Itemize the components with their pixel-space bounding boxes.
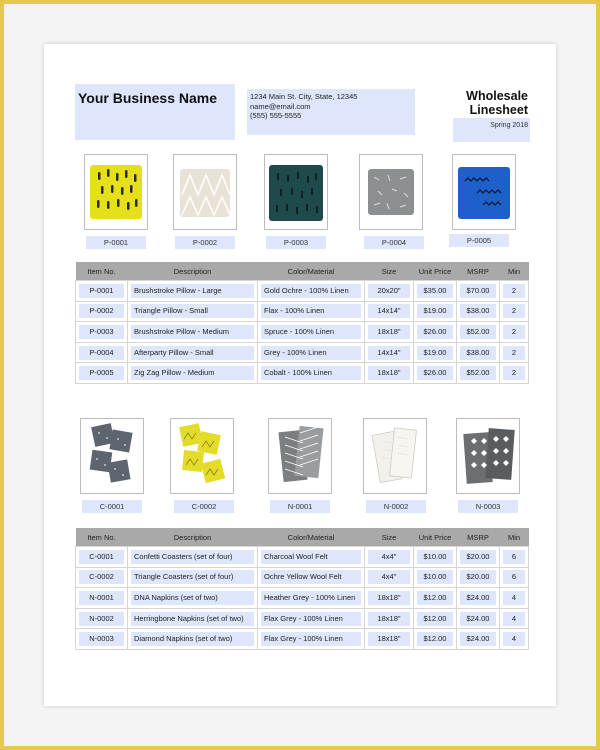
col-header-description: Description [128, 528, 258, 547]
cell-description: Herringbone Napkins (set of two) [131, 612, 254, 626]
cell-min: 6 [503, 550, 525, 564]
phone-line: (555) 555-5555 [250, 111, 302, 120]
cell-min: 4 [503, 612, 525, 626]
cell-msrp: $70.00 [460, 284, 496, 298]
product-image-p-0001 [84, 154, 148, 230]
grey-afterparty-pillow-icon [360, 155, 422, 229]
col-header-msrp: MSRP [457, 262, 500, 281]
season-label: Spring 2018 [490, 122, 528, 129]
col-header-unit-price: Unit Price [414, 528, 457, 547]
yellow-brushstroke-pillow-icon [85, 155, 147, 229]
email-line: name@email.com [250, 101, 311, 111]
col-header-item-no: Item No. [76, 528, 128, 547]
cell-item-no: P-0001 [79, 284, 124, 298]
table-row [76, 629, 529, 650]
cell-unit-price: $19.00 [417, 346, 453, 360]
cell-item-no: P-0004 [79, 346, 124, 360]
table-row [76, 567, 529, 588]
cell-msrp: $24.00 [460, 632, 496, 646]
cell-msrp: $38.00 [460, 304, 496, 318]
cell-size: 4x4" [368, 550, 410, 564]
cell-unit-price: $26.00 [417, 366, 453, 380]
col-header-unit-price: Unit Price [414, 262, 457, 281]
cell-min: 4 [503, 591, 525, 605]
cell-color-material: Heather Grey - 100% Linen [261, 591, 361, 605]
table-header-row [76, 528, 529, 547]
cell-item-no: P-0005 [79, 366, 124, 380]
table-row [76, 588, 529, 609]
cell-size: 18x18" [368, 612, 410, 626]
cell-size: 4x4" [368, 570, 410, 584]
col-header-color-material: Color/Material [258, 262, 365, 281]
product-image-n-0002 [363, 418, 427, 494]
cell-item-no: P-0002 [79, 304, 124, 318]
cell-min: 2 [503, 346, 525, 360]
cell-size: 14x14" [368, 346, 410, 360]
col-header-min: Min [500, 528, 529, 547]
dna-napkins-icon [269, 419, 331, 493]
item-code-p-0002: P-0002 [175, 236, 235, 249]
item-code-p-0003: P-0003 [266, 236, 326, 249]
address-line: 1234 Main St. City, State, 12345 [250, 92, 358, 101]
item-code-p-0001: P-0001 [86, 236, 146, 249]
cell-msrp: $38.00 [460, 346, 496, 360]
product-image-c-0002 [170, 418, 234, 494]
title-line-1: Wholesale [466, 89, 528, 103]
cell-item-no: P-0003 [79, 325, 124, 339]
col-header-item-no: Item No. [76, 262, 128, 281]
cell-color-material: Flax Grey - 100% Linen [261, 612, 361, 626]
cell-description: Afterparty Pillow - Small [131, 346, 254, 360]
product-image-c-0001 [80, 418, 144, 494]
accessory-price-table [75, 528, 529, 650]
item-code-n-0003: N-0003 [458, 500, 518, 513]
cell-size: 18x18" [368, 591, 410, 605]
cell-size: 18x18" [368, 325, 410, 339]
product-image-n-0003 [456, 418, 520, 494]
cell-color-material: Cobalt - 100% Linen [261, 366, 361, 380]
col-header-description: Description [128, 262, 258, 281]
cell-min: 2 [503, 304, 525, 318]
product-image-n-0001 [268, 418, 332, 494]
col-header-min: Min [500, 262, 529, 281]
cell-msrp: $24.00 [460, 591, 496, 605]
cell-unit-price: $12.00 [417, 632, 453, 646]
table-row [76, 322, 529, 343]
cell-min: 4 [503, 632, 525, 646]
diamond-napkins-icon [457, 419, 519, 493]
item-code-p-0005: P-0005 [449, 234, 509, 247]
cell-description: Diamond Napkins (set of two) [131, 632, 254, 646]
col-header-color-material: Color/Material [258, 528, 365, 547]
cell-description: Triangle Pillow - Small [131, 304, 254, 318]
item-code-p-0004: P-0004 [364, 236, 424, 249]
cell-msrp: $52.00 [460, 325, 496, 339]
cell-color-material: Flax - 100% Linen [261, 304, 361, 318]
herringbone-napkins-icon [364, 419, 426, 493]
table-row [76, 281, 529, 302]
cell-item-no: C-0001 [79, 550, 124, 564]
cell-msrp: $52.00 [460, 366, 496, 380]
triangle-linen-pillow-icon [174, 155, 236, 229]
cobalt-zigzag-pillow-icon [453, 155, 515, 229]
season-box [453, 118, 530, 142]
cell-item-no: N-0001 [79, 591, 124, 605]
table-row [76, 301, 529, 322]
cell-min: 2 [503, 325, 525, 339]
cell-color-material: Ochre Yellow Wool Felt [261, 570, 361, 584]
cell-description: Zig Zag Pillow - Medium [131, 366, 254, 380]
table-row [76, 342, 529, 363]
product-image-p-0003 [264, 154, 328, 230]
cell-unit-price: $19.00 [417, 304, 453, 318]
pillow-price-table [75, 262, 529, 384]
item-code-n-0002: N-0002 [366, 500, 426, 513]
col-header-size: Size [365, 528, 414, 547]
linesheet-title [466, 89, 528, 117]
cell-description: Brushstroke Pillow - Medium [131, 325, 254, 339]
linesheet-page [44, 44, 556, 706]
cell-size: 14x14" [368, 304, 410, 318]
contact-info-box [247, 89, 415, 135]
item-code-n-0001: N-0001 [270, 500, 330, 513]
charcoal-confetti-coasters-icon [81, 419, 143, 493]
cell-color-material: Spruce - 100% Linen [261, 325, 361, 339]
business-name: Your Business Name [78, 90, 218, 106]
cell-unit-price: $26.00 [417, 325, 453, 339]
cell-msrp: $24.00 [460, 612, 496, 626]
cell-item-no: N-0002 [79, 612, 124, 626]
cell-description: Confetti Coasters (set of four) [131, 550, 254, 564]
col-header-msrp: MSRP [457, 528, 500, 547]
spruce-pillow-icon [265, 155, 327, 229]
cell-unit-price: $35.00 [417, 284, 453, 298]
cell-min: 2 [503, 366, 525, 380]
cell-item-no: N-0003 [79, 632, 124, 646]
product-image-p-0002 [173, 154, 237, 230]
cell-color-material: Charcoal Wool Felt [261, 550, 361, 564]
cell-unit-price: $12.00 [417, 591, 453, 605]
cell-size: 20x20" [368, 284, 410, 298]
cell-size: 18x18" [368, 366, 410, 380]
cell-msrp: $20.00 [460, 570, 496, 584]
item-code-c-0001: C-0001 [82, 500, 142, 513]
table-row [76, 608, 529, 629]
product-image-p-0005 [452, 154, 516, 230]
cell-msrp: $20.00 [460, 550, 496, 564]
table-row [76, 363, 529, 384]
yellow-triangle-coasters-icon [171, 419, 233, 493]
item-code-c-0002: C-0002 [174, 500, 234, 513]
cell-size: 18x18" [368, 632, 410, 646]
cell-unit-price: $12.00 [417, 612, 453, 626]
product-image-p-0004 [359, 154, 423, 230]
cell-min: 2 [503, 284, 525, 298]
cell-unit-price: $10.00 [417, 570, 453, 584]
cell-color-material: Grey - 100% Linen [261, 346, 361, 360]
cell-description: Brushstroke Pillow - Large [131, 284, 254, 298]
col-header-size: Size [365, 262, 414, 281]
cell-unit-price: $10.00 [417, 550, 453, 564]
table-header-row [76, 262, 529, 281]
business-name-box [75, 84, 235, 140]
cell-item-no: C-0002 [79, 570, 124, 584]
cell-description: DNA Napkins (set of two) [131, 591, 254, 605]
cell-color-material: Gold Ochre - 100% Linen [261, 284, 361, 298]
cell-description: Triangle Coasters (set of four) [131, 570, 254, 584]
cell-color-material: Flax Grey - 100% Linen [261, 632, 361, 646]
title-line-2: Linesheet [469, 103, 528, 117]
cell-min: 6 [503, 570, 525, 584]
table-row [76, 547, 529, 568]
